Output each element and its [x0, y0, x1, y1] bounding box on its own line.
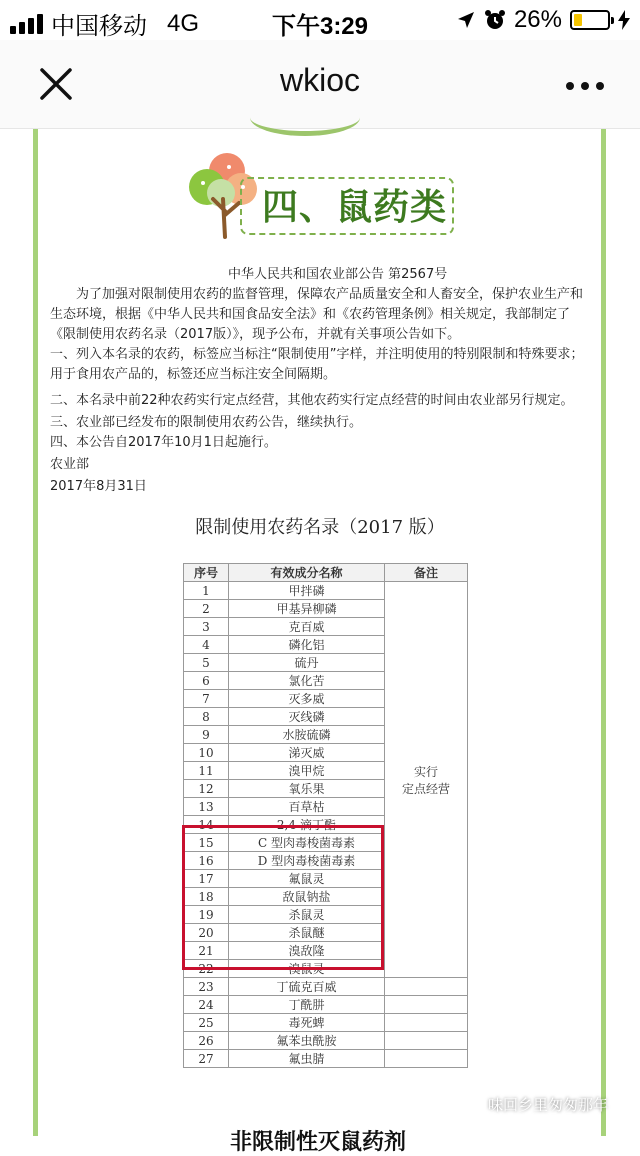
pesticide-table [183, 563, 468, 1068]
ingredient-name: 溴敌隆 [229, 942, 385, 960]
ingredient-name: 杀鼠醚 [229, 924, 385, 942]
ingredient-name: 氯化苦 [229, 672, 385, 690]
ingredient-name: 克百威 [229, 618, 385, 636]
ingredient-name: 丁硫克百威 [229, 978, 385, 996]
watermark [460, 1094, 608, 1115]
ingredient-name: 水胺硫磷 [229, 726, 385, 744]
ingredient-name: 溴鼠灵 [229, 960, 385, 978]
row-number: 15 [184, 834, 229, 852]
ingredient-name: 氟虫腈 [229, 1050, 385, 1068]
more-button[interactable] [566, 82, 604, 90]
row-number: 11 [184, 762, 229, 780]
remark-cell [385, 1032, 468, 1050]
ingredient-name: 氧乐果 [229, 780, 385, 798]
row-number: 18 [184, 888, 229, 906]
watermark-text: 味回乡里匆匆那年 [488, 1096, 609, 1114]
remark-line: 实行 [413, 764, 438, 779]
section-heading: 四、鼠药类 [262, 187, 448, 228]
table-row [184, 1014, 468, 1032]
announcement-title: 中华人民共和国农业部公告 第2567号 [228, 267, 448, 282]
row-number: 27 [184, 1050, 229, 1068]
row-number: 20 [184, 924, 229, 942]
frame-right-border [601, 129, 606, 1136]
ingredient-name: 磷化铝 [229, 636, 385, 654]
column-header: 有效成分名称 [229, 564, 385, 582]
ingredient-name: 灭线磷 [229, 708, 385, 726]
table-header-row [184, 564, 468, 582]
row-number: 10 [184, 744, 229, 762]
battery-cap [611, 17, 614, 24]
row-number: 1 [184, 582, 229, 600]
location-arrow-icon [456, 10, 476, 30]
frame-left-border [33, 129, 38, 1136]
next-section-title: 非限制性灭鼠药剂 [230, 1129, 407, 1155]
ingredient-name: 氟鼠灵 [229, 870, 385, 888]
row-number: 19 [184, 906, 229, 924]
announcement-signature: 农业部 [50, 457, 90, 472]
battery-percent: 26% [513, 6, 562, 33]
column-header: 备注 [385, 564, 468, 582]
article-content[interactable] [0, 129, 640, 1155]
ingredient-name: 甲拌磷 [229, 582, 385, 600]
row-number: 21 [184, 942, 229, 960]
row-number: 14 [184, 816, 229, 834]
announcement-item: 三、农业部已经发布的限制使用农药公告，继续执行。 [50, 415, 363, 430]
table-body [184, 582, 468, 1068]
remark-cell [385, 978, 468, 996]
column-header: 序号 [184, 564, 229, 582]
row-number: 9 [184, 726, 229, 744]
ingredient-name: C 型肉毒梭菌毒素 [229, 834, 385, 852]
row-number: 7 [184, 690, 229, 708]
remark-cell [385, 582, 468, 978]
announcement-item: 一、列入本名录的农药，标签应当标注“限制使用”字样，并注明使用的特别限制和特殊要求；用于食用农产品的，标签还应当标注安全间隔期。 [50, 347, 584, 382]
table-row [184, 978, 468, 996]
battery-fill [574, 14, 582, 26]
ingredient-name: 2,4-滴丁酯 [229, 816, 385, 834]
row-number: 3 [184, 618, 229, 636]
ingredient-name: 敌鼠钠盐 [229, 888, 385, 906]
row-number: 5 [184, 654, 229, 672]
decorative-arc [250, 99, 360, 136]
more-icon-dot [596, 82, 604, 90]
table-row [184, 1032, 468, 1050]
row-number: 22 [184, 960, 229, 978]
row-number: 12 [184, 780, 229, 798]
status-right [456, 6, 630, 34]
ingredient-name: 毒死蜱 [229, 1014, 385, 1032]
remark-cell [385, 1050, 468, 1068]
row-number: 26 [184, 1032, 229, 1050]
table-row [184, 996, 468, 1014]
carrier-label: 中国移动 [51, 13, 147, 40]
ingredient-name: 甲基异柳磷 [229, 600, 385, 618]
remark-cell [385, 996, 468, 1014]
row-number: 6 [184, 672, 229, 690]
table-row [184, 1050, 468, 1068]
status-bar [0, 0, 640, 40]
ingredient-name: 氟苯虫酰胺 [229, 1032, 385, 1050]
alarm-clock-icon [484, 9, 506, 31]
row-number: 2 [184, 600, 229, 618]
announcement-item: 二、本名录中前22种农药实行定点经营，其他农药实行定点经营的时间由农业部另行规定。 [50, 393, 574, 408]
more-icon-dot [581, 82, 589, 90]
row-number: 16 [184, 852, 229, 870]
announcement-date: 2017年8月31日 [50, 479, 147, 494]
row-number: 8 [184, 708, 229, 726]
battery-icon [570, 10, 610, 30]
row-number: 24 [184, 996, 229, 1014]
ingredient-name: 杀鼠灵 [229, 906, 385, 924]
row-number: 17 [184, 870, 229, 888]
ingredient-name: 灭多威 [229, 690, 385, 708]
network-label: 4G [167, 9, 200, 37]
wechat-icon [460, 1096, 482, 1114]
more-icon-dot [566, 82, 574, 90]
row-number: 4 [184, 636, 229, 654]
table-caption: 限制使用农药名录（2017 版） [195, 517, 445, 538]
remark-line: 定点经营 [401, 781, 450, 796]
ingredient-name: 硫丹 [229, 654, 385, 672]
announcement-item: 四、本公告自2017年10月1日起施行。 [50, 435, 277, 450]
ingredient-name: 涕灭威 [229, 744, 385, 762]
remark-cell [385, 1014, 468, 1032]
row-number: 23 [184, 978, 229, 996]
ingredient-name: 百草枯 [229, 798, 385, 816]
ingredient-name: 溴甲烷 [229, 762, 385, 780]
ingredient-name: D 型肉毒梭菌毒素 [229, 852, 385, 870]
announcement-paragraph: 为了加强对限制使用农药的监督管理，保障农产品质量安全和人畜安全，保护农业生产和生态环境，根据《中华人民共和国食品安全法》和《农药管理条例》相关规定，我部制定了《限制使用农药名录（2017版）》，现予公布，并就有关事项公告如下。 [50, 287, 584, 342]
table-row [184, 582, 468, 600]
row-number: 25 [184, 1014, 229, 1032]
status-time: 下午3:29 [271, 13, 369, 40]
row-number: 13 [184, 798, 229, 816]
charging-bolt-icon [618, 10, 630, 30]
page-title: wkioc [279, 62, 360, 98]
ingredient-name: 丁酰肼 [229, 996, 385, 1014]
